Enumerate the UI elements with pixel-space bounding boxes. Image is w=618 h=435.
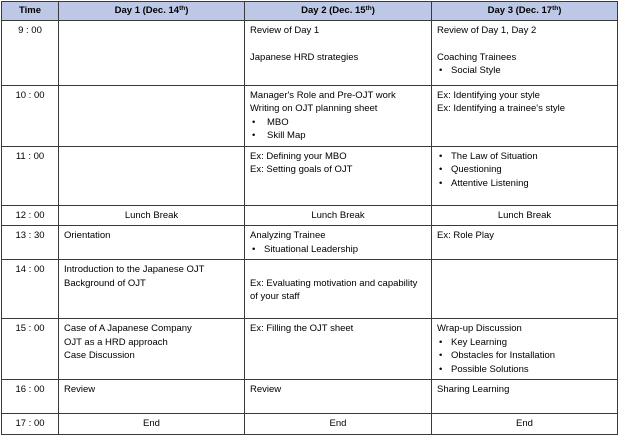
bullet-list	[437, 64, 612, 78]
bullet-item: • Obstacles for Installation	[439, 350, 556, 361]
bullet-item: • Skill Map	[252, 130, 306, 141]
header-row	[2, 2, 618, 21]
bullet-list	[437, 150, 612, 191]
day2-cell: Lunch Break	[245, 205, 432, 226]
time-cell: 14 : 00	[2, 260, 59, 319]
session-text: Sharing Learning	[437, 384, 510, 395]
session-text: Review of Day 1	[250, 24, 320, 36]
header-day3-label: Day 3 (Dec. 17	[487, 5, 553, 16]
row-1330	[2, 226, 618, 260]
session-text: Introduction to the Japanese OJT	[64, 264, 205, 275]
session-text: Ex: Identifying your style	[437, 89, 540, 101]
day3-cell	[432, 146, 618, 205]
session-text: Review	[64, 384, 96, 395]
session-text: Ex: Identifying a trainee's style	[437, 103, 566, 114]
bullet-item: • Key Learning	[439, 336, 507, 348]
session-text: Wrap-up Discussion	[437, 323, 522, 334]
time-cell: 11 : 00	[2, 146, 59, 205]
session-text: Case of A Japanese Company	[64, 323, 192, 334]
row-1400	[2, 260, 618, 319]
session-text: Ex: Evaluating motivation and capability	[250, 277, 418, 289]
session-text: OJT as a HRD approach	[64, 336, 168, 348]
day3-cell: Lunch Break	[432, 205, 618, 226]
bullet-icon: •	[252, 130, 256, 141]
time-cell: 9 : 00	[2, 20, 59, 85]
bullet-icon: •	[439, 150, 443, 162]
day2-cell	[245, 146, 432, 205]
session-text: Background of OJT	[64, 277, 146, 289]
header-day1-label: Day 1 (Dec. 14	[114, 5, 180, 16]
session-text: Ex: Defining your MBO	[250, 150, 347, 162]
bullet-item: • MBO	[252, 116, 289, 128]
bullet-icon: •	[439, 336, 443, 348]
session-text: Manager's Role and Pre-OJT work	[250, 89, 396, 101]
session-text: Analyzing Trainee	[250, 230, 326, 241]
schedule-table	[1, 1, 618, 435]
session-text: Writing on OJT planning sheet	[250, 103, 378, 114]
session-text: Review	[250, 384, 282, 395]
day1-cell	[59, 20, 245, 85]
day3-cell	[432, 85, 618, 146]
bullet-icon: •	[252, 116, 256, 128]
day2-cell	[245, 319, 432, 380]
session-text: Review of Day 1, Day 2	[437, 24, 537, 36]
bullet-item: • Situational Leadership	[252, 243, 359, 255]
bullet-icon: •	[439, 177, 443, 189]
session-text: Case Discussion	[64, 350, 135, 361]
session-text: of your staff	[250, 291, 300, 302]
header-day2-label: Day 2 (Dec. 15	[301, 5, 366, 16]
bullet-item: • Possible Solutions	[439, 363, 529, 375]
day1-cell	[59, 226, 245, 260]
day3-cell	[432, 20, 618, 85]
session-text: Japanese HRD strategies	[250, 51, 359, 63]
day3-cell	[432, 319, 618, 380]
row-1200	[2, 205, 618, 226]
time-cell: 16 : 00	[2, 380, 59, 414]
bullet-list	[250, 243, 426, 257]
day2-cell	[245, 260, 432, 319]
session-text: Coaching Trainees	[437, 51, 517, 63]
day1-cell: Lunch Break	[59, 205, 245, 226]
time-cell: 10 : 00	[2, 85, 59, 146]
day1-cell	[59, 380, 245, 414]
header-day3: Day 3 (Dec. 17th)	[432, 2, 618, 21]
day2-cell	[245, 226, 432, 260]
row-1000	[2, 85, 618, 146]
bullet-item: • Social Style	[439, 65, 501, 76]
row-1600	[2, 380, 618, 414]
header-time: Time	[2, 2, 59, 21]
session-text: Ex: Setting goals of OJT	[250, 164, 353, 175]
day1-cell	[59, 85, 245, 146]
row-1500	[2, 319, 618, 380]
day2-cell	[245, 85, 432, 146]
header-day1: Day 1 (Dec. 14th)	[59, 2, 245, 21]
time-cell: 15 : 00	[2, 319, 59, 380]
day2-cell	[245, 20, 432, 85]
bullet-list	[437, 336, 612, 377]
bullet-icon: •	[439, 164, 443, 175]
bullet-icon: •	[252, 243, 256, 255]
bullet-item: • The Law of Situation	[439, 150, 538, 162]
session-text: Ex: Filling the OJT sheet	[250, 323, 354, 334]
bullet-icon: •	[439, 65, 443, 76]
day2-cell: End	[245, 414, 432, 435]
day3-cell: End	[432, 414, 618, 435]
day3-cell	[432, 226, 618, 260]
session-text: Ex: Role Play	[437, 230, 495, 241]
bullet-list	[250, 116, 426, 143]
time-cell: 13 : 30	[2, 226, 59, 260]
day3-cell	[432, 380, 618, 414]
day1-cell	[59, 260, 245, 319]
day1-cell: End	[59, 414, 245, 435]
session-text: Orientation	[64, 230, 111, 241]
bullet-icon: •	[439, 350, 443, 361]
row-1100	[2, 146, 618, 205]
day2-cell	[245, 380, 432, 414]
bullet-icon: •	[439, 363, 443, 375]
row-0900	[2, 20, 618, 85]
day1-cell	[59, 319, 245, 380]
day1-cell	[59, 146, 245, 205]
day3-cell	[432, 260, 618, 319]
time-cell: 17 : 00	[2, 414, 59, 435]
header-day2: Day 2 (Dec. 15th)	[245, 2, 432, 21]
row-1700	[2, 414, 618, 435]
bullet-item: • Attentive Listening	[439, 177, 529, 189]
bullet-item: • Questioning	[439, 164, 502, 175]
time-cell: 12 : 00	[2, 205, 59, 226]
